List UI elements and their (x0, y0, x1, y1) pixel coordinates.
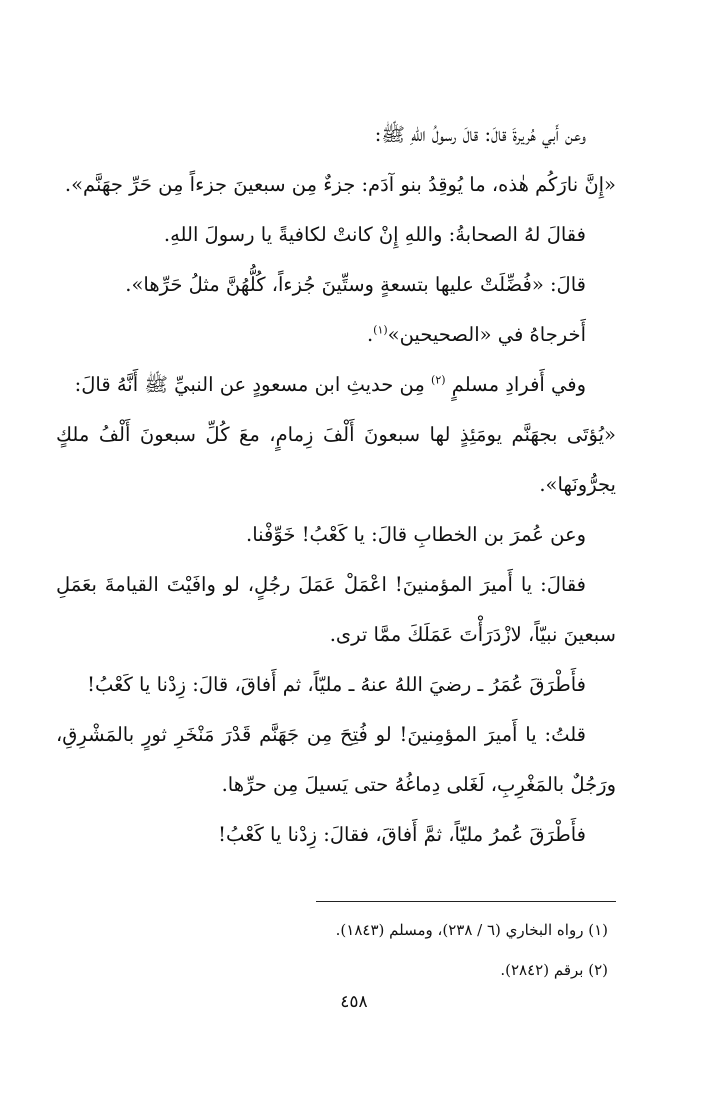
footnote-2: (٢) برقم (٢٨٤٢). (500, 961, 608, 979)
paragraph-muslim (56, 360, 616, 410)
main-text (56, 110, 616, 860)
paragraph-hadith-reins: «يُؤتَى بجهَنَّم يومَئِذٍ لها سبعونَ أَلْفَ زِمامٍ، معَ كُلِّ سبعونَ أَلْفُ ملكٍ يجرُّونَها». (56, 423, 616, 496)
footnotes (56, 910, 608, 990)
page-number: ٤٥٨ (340, 992, 368, 1012)
muslim-text-b: مِن حديثِ ابن مسعودٍ عن النبيِّ ﷺ أَنَّهُ قالَ: (74, 373, 425, 396)
footnote-ref-2: (٢) (431, 373, 446, 387)
paragraph-hadith-fire: «إِنَّ نارَكُم هٰذه، ما يُوقِدُ بنو آدَم: جزءٌ مِن سبعينَ جزءاً مِن حَرِّ جهَنَّم». (64, 173, 616, 196)
paragraph-abu-hurayra: وعن أَبي هُريرةَ قالَ: قالَ رسولُ اللهِ ﷺ: (374, 123, 586, 146)
paragraph-kab-reply: فقالَ: يا أَميرَ المؤمنينَ! اعْمَلْ عَمَلَ رجُلٍ، لو وافَيْتَ القيامةَ بعَمَلِ سبعينَ نبيّاً، لازْدَرَأْتَ عَمَلَكَ ممَّا ترى. (56, 573, 616, 646)
source-period: . (366, 323, 374, 346)
paragraph-umar-silent-2: فأَطْرَقَ عُمرُ مليّاً، ثمَّ أَفاقَ، فقالَ: زِدْنا يا كَعْبُ! (218, 823, 586, 846)
paragraph-kab-nostril: قلتُ: يا أَميرَ المؤمِنينَ! لو فُتِحَ مِن جَهَنَّم قَدْرَ مَنْخَرِ ثورٍ بالمَشْرِقِ، ورَجُلٌ بالمَغْرِبِ، لَغَلى دِماغُهُ حتى يَسيلَ مِن حرِّها. (56, 723, 616, 796)
paragraph-umar-silent-1: فأَطْرَقَ عُمَرُ ـ رضيَ اللهُ عنهُ ـ مليّاً، ثم أَفاقَ، قالَ: زِدْنا يا كَعْبُ! (87, 673, 586, 696)
footnote-divider (316, 901, 616, 902)
muslim-text-a: وفي أَفرادِ مسلمٍ (451, 373, 586, 396)
footnote-ref-1: (١) (373, 323, 388, 337)
paragraph-umar: وعن عُمرَ بن الخطابِ قالَ: يا كَعْبُ! خَوِّفْنا. (246, 523, 586, 546)
footnote-1: (١) رواه البخاري (٦ / ٢٣٨)، ومسلم (١٨٤٣). (335, 921, 608, 939)
paragraph-source (56, 310, 616, 360)
paragraph-prophet-answer: قالَ: «فُضِّلَتْ عليها بتسعةٍ وستِّينَ جُزءاً، كُلُّهُنَّ مثلُ حَرِّها». (125, 273, 586, 296)
source-text: أَخرجاهُ في «الصحيحين» (387, 323, 586, 346)
paragraph-companions-reply: فقالَ لهُ الصحابةُ: واللهِ إِنْ كانتْ لكافيةً يا رسولَ اللهِ. (163, 223, 586, 246)
